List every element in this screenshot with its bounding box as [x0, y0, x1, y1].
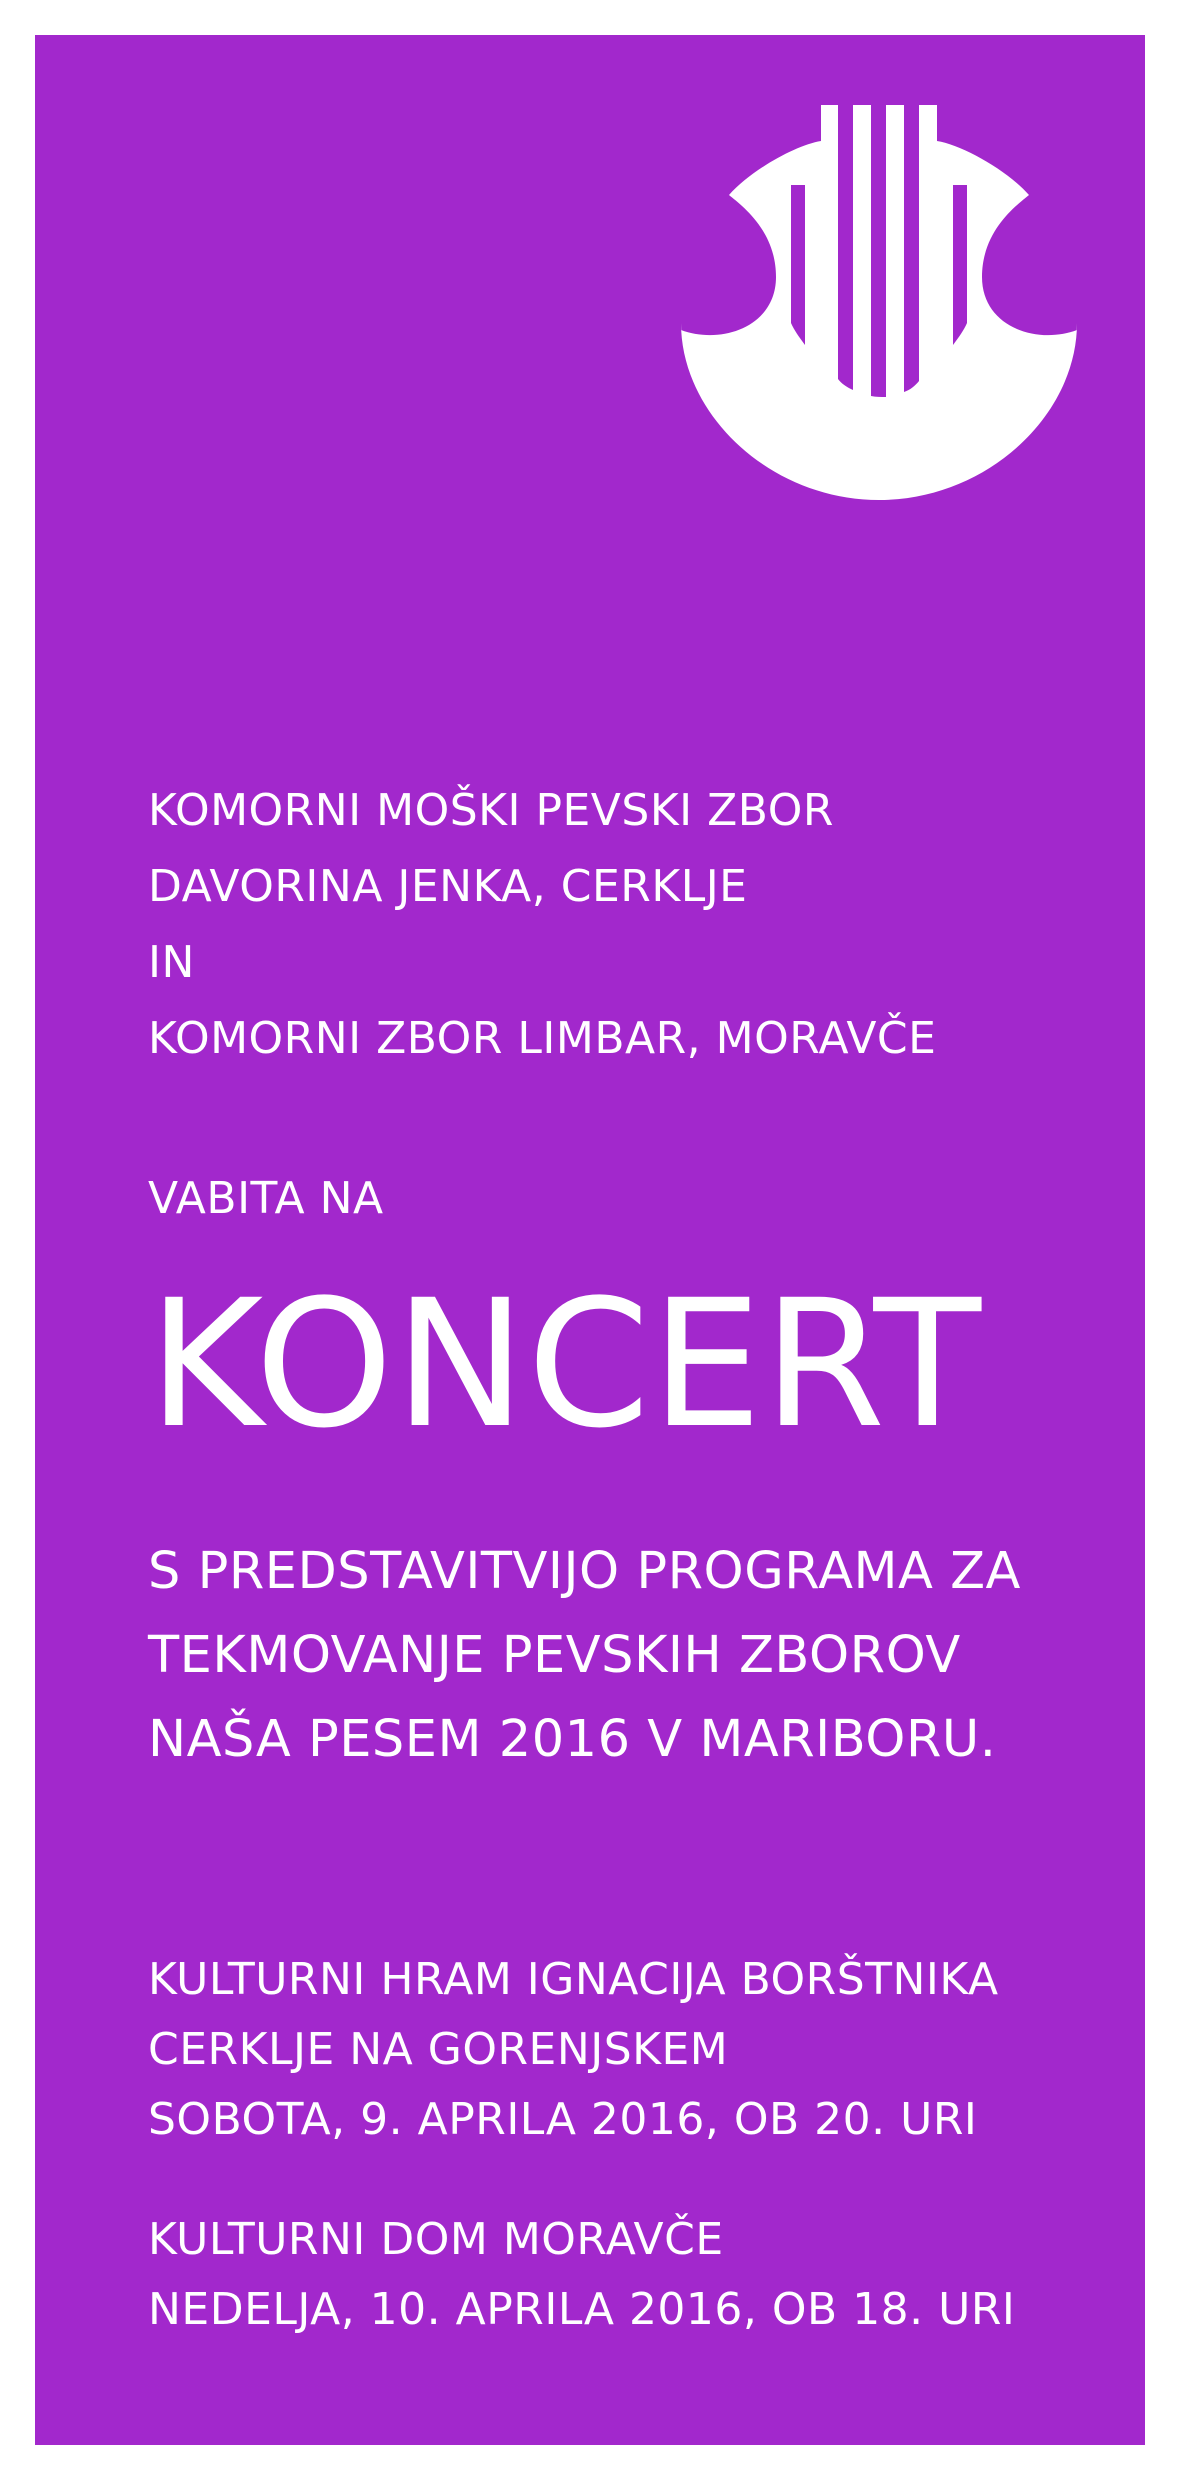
hosts-line-1: KOMORNI MOŠKI PEVSKI ZBOR: [148, 785, 834, 836]
event-place: CERKLJE NA GORENJSKEM: [148, 2024, 729, 2075]
event-venue: KULTURNI HRAM IGNACIJA BORŠTNIKA: [148, 1954, 999, 2005]
event-datetime: SOBOTA, 9. APRILA 2016, OB 20. URI: [148, 2094, 978, 2145]
event-cerklje: [148, 1945, 999, 2155]
invite-line: VABITA NA: [148, 1173, 384, 1224]
hosts-line-4: KOMORNI ZBOR LIMBAR, MORAVČE: [148, 1013, 937, 1064]
hosting-choirs: [148, 773, 936, 1077]
subtitle-line-3: NAŠA PESEM 2016 V MARIBORU.: [148, 1710, 997, 1769]
event-moravce: [148, 2205, 1015, 2345]
event-datetime: NEDELJA, 10. APRILA 2016, OB 18. URI: [148, 2284, 1016, 2335]
hosts-line-2: DAVORINA JENKA, CERKLJE: [148, 861, 748, 912]
subtitle-line-2: TEKMOVANJE PEVSKIH ZBOROV: [148, 1626, 961, 1685]
hosts-line-3: IN: [148, 937, 195, 988]
subtitle-line-1: S PREDSTAVITVIJO PROGRAMA ZA: [148, 1542, 1021, 1601]
lyre-choir-emblem-icon: [681, 105, 1077, 500]
poster-title: KONCERT: [148, 1262, 983, 1467]
program-description: [148, 1530, 1021, 1782]
concert-poster: [35, 35, 1145, 2445]
invite-text: [148, 1161, 384, 1237]
event-venue: KULTURNI DOM MORAVČE: [148, 2214, 724, 2265]
